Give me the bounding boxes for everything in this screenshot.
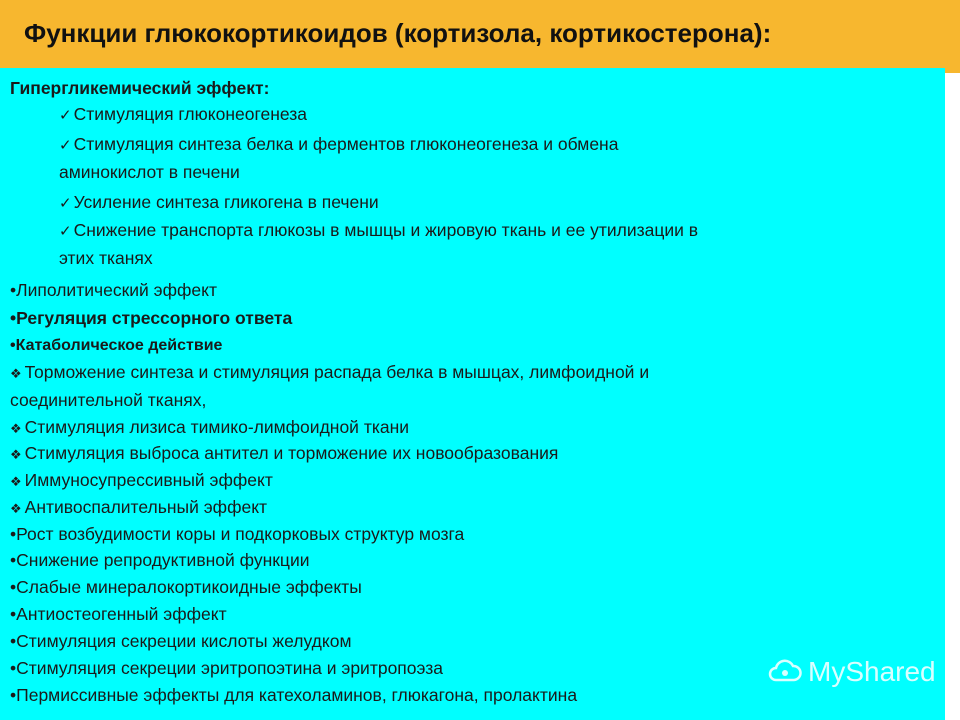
bullet-icon: • — [10, 337, 16, 354]
list-item-continuation: аминокислот в печени — [59, 162, 240, 182]
list-item: •Регуляция стрессорного ответа — [10, 308, 293, 328]
bullet-icon: • — [10, 685, 17, 705]
diamond-bullet-icon: ❖ — [10, 501, 22, 516]
bullet-icon: • — [10, 308, 17, 328]
cloud-logo-icon — [768, 658, 802, 686]
list-item: •Антиостеогенный эффект — [10, 604, 227, 624]
list-item: •Стимуляция секреции эритропоэтина и эритропоэза — [10, 658, 444, 678]
list-item: •Рост возбудимости коры и подкорковых структур мозга — [10, 524, 465, 544]
list-item-continuation: этих тканях — [59, 248, 153, 268]
list-item: •Слабые минералокортикоидные эффекты — [10, 577, 362, 597]
list-item: ✓ Стимуляция глюконеогенеза — [59, 104, 307, 124]
bullet-icon: • — [10, 280, 17, 300]
bullet-icon: • — [10, 631, 17, 651]
slide-title: Функции глюкокортикоидов (кортизола, кортикостерона): — [24, 18, 772, 48]
checkmark-icon: ✓ — [59, 107, 72, 124]
bullet-icon: • — [10, 550, 17, 570]
list-item: •Пермиссивные эффекты для катехоламинов, глюкагона, пролактина — [10, 685, 578, 705]
checkmark-icon: ✓ — [59, 223, 72, 240]
list-item: •Липолитический эффект — [10, 280, 217, 300]
list-item: ✓ Усиление синтеза гликогена в печени — [59, 192, 379, 212]
list-item: ❖ Стимуляция выброса антител и торможение их новообразования — [10, 443, 559, 463]
checkmark-icon: ✓ — [59, 137, 72, 154]
list-item: •Снижение репродуктивной функции — [10, 550, 310, 570]
diamond-bullet-icon: ❖ — [10, 366, 22, 381]
list-item: ❖ Стимуляция лизиса тимико-лимфоидной ткани — [10, 417, 410, 437]
checkmark-icon: ✓ — [59, 195, 72, 212]
list-item: •Катаболическое действие — [10, 337, 223, 354]
bullet-icon: • — [10, 577, 17, 597]
title-bar — [0, 0, 960, 73]
list-item: ❖ Антивоспалительный эффект — [10, 497, 268, 517]
content-panel — [0, 68, 945, 720]
diamond-bullet-icon: ❖ — [10, 474, 22, 489]
diamond-bullet-icon: ❖ — [10, 447, 22, 462]
bullet-icon: • — [10, 604, 17, 624]
section-heading: Гипергликемический эффект: — [10, 78, 270, 98]
list-item: ❖ Иммуносупрессивный эффект — [10, 470, 273, 490]
list-item: ❖ Торможение синтеза и стимуляция распада белка в мышцах, лимфоидной и — [10, 362, 650, 382]
list-item: ✓ Снижение транспорта глюкозы в мышцы и жировую ткань и ее утилизации в — [59, 220, 699, 240]
watermark-text: MyShared — [808, 656, 936, 687]
bullet-icon: • — [10, 658, 17, 678]
diamond-bullet-icon: ❖ — [10, 421, 22, 436]
list-item: •Стимуляция секреции кислоты желудком — [10, 631, 352, 651]
list-item-continuation: соединительной тканях, — [10, 390, 207, 410]
bullet-icon: • — [10, 524, 17, 544]
watermark — [768, 656, 936, 688]
list-item: ✓ Стимуляция синтеза белка и ферментов глюконеогенеза и обмена — [59, 134, 619, 154]
